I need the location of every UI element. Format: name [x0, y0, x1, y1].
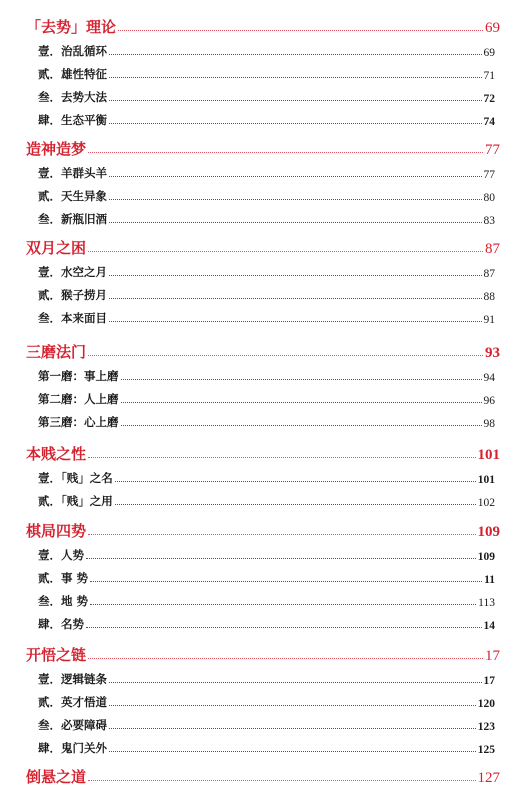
dot-leader	[115, 504, 476, 505]
subsection-entry[interactable]	[38, 412, 495, 430]
subsection-page-number: 14	[483, 620, 495, 632]
section-page-number: 109	[477, 524, 500, 540]
dot-leader	[88, 658, 483, 659]
section-heading[interactable]	[26, 135, 500, 159]
subsection-entry[interactable]	[38, 308, 495, 326]
section-page-number: 77	[485, 142, 500, 158]
dot-leader	[109, 100, 482, 101]
subsection-page-number: 17	[483, 675, 495, 687]
subsection-entry[interactable]	[38, 110, 495, 128]
section-heading[interactable]	[26, 234, 500, 258]
section-title: 造神造梦	[26, 140, 87, 158]
subsection-title: 叁．本来面目	[38, 311, 107, 325]
dot-leader	[88, 355, 483, 356]
subsection-page-number: 77	[483, 169, 495, 181]
subsection-page-number: 69	[483, 47, 495, 59]
dot-leader	[121, 379, 482, 380]
subsection-entry[interactable]	[38, 738, 495, 756]
section-title: 开悟之链	[26, 646, 87, 664]
section-page-number: 93	[485, 345, 500, 361]
subsection-entry[interactable]	[38, 366, 495, 384]
section-page-number: 69	[485, 20, 500, 36]
subsection-title: 壹．水空之月	[38, 265, 107, 279]
dot-leader	[109, 123, 482, 124]
subsection-entry[interactable]	[38, 715, 495, 733]
dot-leader	[109, 298, 482, 299]
section-title: 本贱之性	[26, 445, 87, 463]
subsection-title: 肆．鬼门关外	[38, 741, 107, 755]
dot-leader	[90, 581, 482, 582]
dot-leader	[109, 728, 476, 729]
subsection-page-number: 87	[483, 268, 495, 280]
section-title: 倒悬之道	[26, 768, 87, 786]
dot-leader	[109, 705, 476, 706]
subsection-title: 壹．「贱」之名	[38, 471, 113, 485]
dot-leader	[109, 199, 482, 200]
dot-leader	[109, 222, 482, 223]
dot-leader	[109, 176, 482, 177]
dot-leader	[88, 780, 475, 781]
subsection-entry[interactable]	[38, 87, 495, 105]
subsection-title: 贰．英才悟道	[38, 695, 107, 709]
dot-leader	[88, 251, 483, 252]
section-heading[interactable]	[26, 517, 500, 541]
dot-leader	[118, 30, 483, 31]
section-page-number: 101	[477, 447, 500, 463]
dot-leader	[88, 534, 475, 535]
section-page-number: 17	[485, 648, 500, 664]
subsection-page-number: 113	[478, 597, 495, 609]
subsection-entry[interactable]	[38, 614, 495, 632]
subsection-title: 贰．雄性特征	[38, 67, 107, 81]
subsection-page-number: 94	[483, 372, 495, 384]
section-heading[interactable]	[26, 440, 500, 464]
subsection-title: 壹．人势	[38, 548, 84, 562]
subsection-entry[interactable]	[38, 545, 495, 563]
subsection-page-number: 123	[477, 721, 495, 733]
dot-leader	[86, 627, 482, 628]
subsection-page-number: 109	[477, 551, 495, 563]
dot-leader	[115, 481, 476, 482]
subsection-title: 贰．天生异象	[38, 189, 107, 203]
subsection-page-number: 96	[483, 395, 495, 407]
dot-leader	[88, 457, 475, 458]
subsection-title: 贰．「贱」之用	[38, 494, 113, 508]
subsection-entry[interactable]	[38, 389, 495, 407]
dot-leader	[109, 751, 476, 752]
subsection-page-number: 88	[483, 291, 495, 303]
section-heading[interactable]	[26, 13, 500, 37]
subsection-title: 第三磨：心上磨	[38, 415, 119, 429]
subsection-title: 肆．名势	[38, 617, 84, 631]
dot-leader	[121, 425, 482, 426]
subsection-entry[interactable]	[38, 491, 495, 509]
dot-leader	[109, 54, 482, 55]
subsection-entry[interactable]	[38, 163, 495, 181]
subsection-page-number: 72	[483, 93, 495, 105]
subsection-page-number: 83	[483, 215, 495, 227]
section-page-number: 127	[477, 770, 500, 786]
section-title: 双月之困	[26, 239, 87, 257]
subsection-title: 第二磨：人上磨	[38, 392, 119, 406]
subsection-page-number: 98	[483, 418, 495, 430]
dot-leader	[109, 275, 482, 276]
subsection-page-number: 80	[483, 192, 495, 204]
subsection-entry[interactable]	[38, 669, 495, 687]
dot-leader	[109, 321, 482, 322]
dot-leader	[86, 558, 476, 559]
dot-leader	[88, 152, 483, 153]
subsection-page-number: 125	[477, 744, 495, 756]
subsection-entry[interactable]	[38, 186, 495, 204]
subsection-entry[interactable]	[38, 591, 495, 609]
subsection-page-number: 71	[483, 70, 495, 82]
subsection-entry[interactable]	[38, 64, 495, 82]
subsection-entry[interactable]	[38, 692, 495, 710]
subsection-entry[interactable]	[38, 568, 495, 586]
section-heading[interactable]	[26, 338, 500, 362]
subsection-title: 壹．羊群头羊	[38, 166, 107, 180]
subsection-page-number: 91	[483, 314, 495, 326]
subsection-entry[interactable]	[38, 468, 495, 486]
section-heading[interactable]	[26, 763, 500, 787]
subsection-title: 叁．地 势	[38, 594, 89, 608]
subsection-page-number: 11	[484, 574, 495, 586]
subsection-title: 第一磨：事上磨	[38, 369, 119, 383]
subsection-entry[interactable]	[38, 285, 495, 303]
subsection-entry[interactable]	[38, 262, 495, 280]
subsection-page-number: 101	[477, 474, 495, 486]
section-title: 「去势」理论	[26, 18, 117, 36]
dot-leader	[109, 682, 482, 683]
subsection-title: 贰．事 势	[38, 571, 89, 585]
section-title: 棋局四势	[26, 522, 87, 540]
subsection-title: 叁．去势大法	[38, 90, 107, 104]
subsection-title: 肆．生态平衡	[38, 113, 107, 127]
subsection-title: 叁．新瓶旧酒	[38, 212, 107, 226]
section-title: 三磨法门	[26, 343, 87, 361]
dot-leader	[109, 77, 482, 78]
subsection-page-number: 120	[477, 698, 495, 710]
section-heading[interactable]	[26, 641, 500, 665]
subsection-title: 壹．治乱循环	[38, 44, 107, 58]
subsection-title: 壹．逻辑链条	[38, 672, 107, 686]
subsection-entry[interactable]	[38, 41, 495, 59]
subsection-entry[interactable]	[38, 209, 495, 227]
subsection-page-number: 74	[483, 116, 495, 128]
dot-leader	[121, 402, 482, 403]
dot-leader	[90, 604, 476, 605]
subsection-title: 叁．必要障碍	[38, 718, 107, 732]
subsection-page-number: 102	[477, 497, 495, 509]
subsection-title: 贰．猴子捞月	[38, 288, 107, 302]
section-page-number: 87	[485, 241, 500, 257]
